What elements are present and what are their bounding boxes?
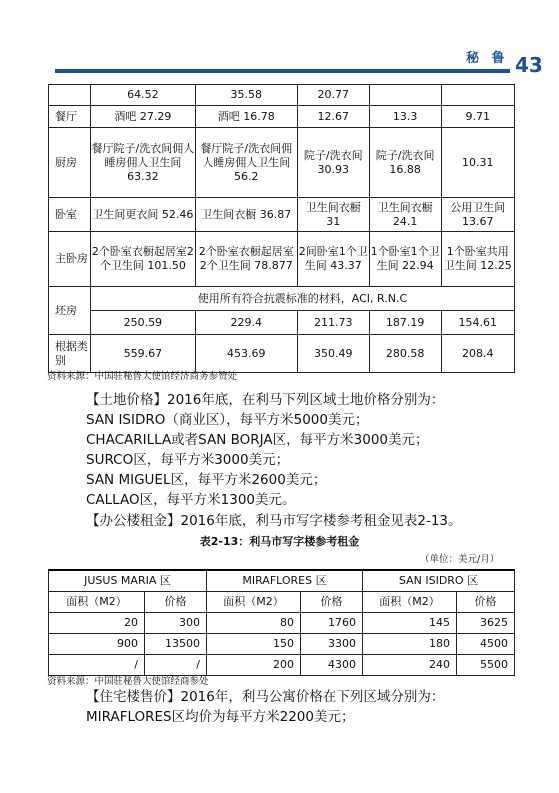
table-row xyxy=(49,592,515,613)
housing-price-table xyxy=(48,84,515,373)
table-cell: 酒吧 27.29 xyxy=(91,106,196,128)
paragraph: MIRAFLORES区均价为每平方米2200美元； xyxy=(86,709,355,725)
table-cell: 187.19 xyxy=(369,311,441,335)
table-cell: 卫生间衣橱 24.1 xyxy=(369,198,441,232)
table-cell: 280.58 xyxy=(369,335,441,373)
source-note: 资料来源：中国驻秘鲁大使馆经济商务参赞处 xyxy=(47,371,238,382)
table-cell: 154.61 xyxy=(441,311,514,335)
row-label: 坯房 xyxy=(49,287,91,335)
table-cell: 12.67 xyxy=(297,106,369,128)
page-number: 43 xyxy=(515,53,543,77)
table-cell: 公用卫生间 13.67 xyxy=(441,198,514,232)
source-note: 资料来源：中国驻秘鲁大使馆经商参处 xyxy=(47,676,209,687)
table-cell: 2间卧室1个卫生间 43.37 xyxy=(297,232,369,287)
paragraph: CALLAO区，每平方米1300美元。 xyxy=(86,492,296,508)
paragraph: SAN ISIDRO（商业区），每平方米5000美元； xyxy=(86,412,369,428)
table-cell: 酒吧 16.78 xyxy=(195,106,297,128)
column-header: 价格 xyxy=(145,592,207,613)
table-cell: 20 xyxy=(49,613,145,634)
table-cell: 211.73 xyxy=(297,311,369,335)
table-cell: 2个卧室衣橱起居室2个卫生间 78.877 xyxy=(195,232,297,287)
table-cell: 229.4 xyxy=(195,311,297,335)
table-row xyxy=(49,335,515,373)
table-cell: 350.49 xyxy=(297,335,369,373)
table-cell: 200 xyxy=(207,655,301,676)
table-cell: 餐厅院子/洗衣间佣人睡房佣人卫生间 56.2 xyxy=(195,128,297,198)
table-row xyxy=(49,634,515,655)
table-cell: 4300 xyxy=(301,655,363,676)
paragraph: SAN MIGUEL区，每平方米2600美元； xyxy=(86,472,327,488)
table-row xyxy=(49,198,515,232)
district-header: MIRAFLORES 区 xyxy=(207,570,363,592)
table-cell xyxy=(369,85,441,106)
table-cell: 院子/洗衣间 30.93 xyxy=(297,128,369,198)
column-header: 价格 xyxy=(301,592,363,613)
table-cell: 250.59 xyxy=(91,311,196,335)
table-cell: 2个卧室衣橱起居室2个卫生间 101.50 xyxy=(91,232,196,287)
table-row xyxy=(49,613,515,634)
paragraph: SURCO区，每平方米3000美元； xyxy=(86,452,290,468)
paragraph: 【土地价格】2016年底，在利马下列区域土地价格分别为： xyxy=(86,392,445,408)
row-label: 主卧房 xyxy=(49,232,91,287)
table-row xyxy=(49,128,515,198)
paragraph: CHACARILLA或者SAN BORJA区，每平方米3000美元； xyxy=(86,432,429,448)
table-cell: 208.4 xyxy=(441,335,514,373)
table-cell: / xyxy=(145,655,207,676)
table-cell: 559.67 xyxy=(91,335,196,373)
column-header: 面积（M2） xyxy=(363,592,457,613)
table-row xyxy=(49,287,515,311)
table-cell: 9.71 xyxy=(441,106,514,128)
table-cell: 900 xyxy=(49,634,145,655)
table-cell: 300 xyxy=(145,613,207,634)
table-cell: / xyxy=(49,655,145,676)
row-label xyxy=(49,85,91,106)
table-cell: 1个卧室共用卫生间 12.25 xyxy=(441,232,514,287)
header-rule xyxy=(55,69,510,73)
table-cell: 1760 xyxy=(301,613,363,634)
table-cell: 5500 xyxy=(457,655,515,676)
table-cell: 35.58 xyxy=(195,85,297,106)
table-row xyxy=(49,232,515,287)
table-cell: 餐厅院子/洗衣间佣人睡房佣人卫生间 63.32 xyxy=(91,128,196,198)
paragraph: 【住宅楼售价】2016年，利马公寓价格在下列区域分别为： xyxy=(86,689,445,705)
table-cell: 180 xyxy=(363,634,457,655)
row-label: 卧室 xyxy=(49,198,91,232)
table-cell: 64.52 xyxy=(91,85,196,106)
table-cell: 13.3 xyxy=(369,106,441,128)
paragraph: 【办公楼租金】2016年底，利马市写字楼参考租金见表2-13。 xyxy=(86,513,462,529)
table-cell: 80 xyxy=(207,613,301,634)
table-cell: 13500 xyxy=(145,634,207,655)
row-label: 厨房 xyxy=(49,128,91,198)
table-cell: 4500 xyxy=(457,634,515,655)
district-header: JUSUS MARIA 区 xyxy=(49,570,207,592)
row-label: 餐厅 xyxy=(49,106,91,128)
table-caption: 表2-13：利马市写字楼参考租金 xyxy=(199,535,360,548)
table-cell: 453.69 xyxy=(195,335,297,373)
rough-note: 使用所有符合抗震标准的材料，ACI, R.N.C xyxy=(91,287,515,311)
table-row xyxy=(49,106,515,128)
table-cell: 145 xyxy=(363,613,457,634)
table-cell: 10.31 xyxy=(441,128,514,198)
table-cell: 3300 xyxy=(301,634,363,655)
row-label: 根据类别 xyxy=(49,335,91,373)
table-unit: （单位：美元/月） xyxy=(420,554,500,565)
column-header: 价格 xyxy=(457,592,515,613)
district-header: SAN ISIDRO 区 xyxy=(363,570,515,592)
table-cell: 卫生间衣橱 36.87 xyxy=(195,198,297,232)
table-row xyxy=(49,570,515,592)
table-row xyxy=(49,311,515,335)
table-row xyxy=(49,85,515,106)
column-header: 面积（M2） xyxy=(49,592,145,613)
table-cell: 卫生间更衣间 52.46 xyxy=(91,198,196,232)
column-header: 面积（M2） xyxy=(207,592,301,613)
table-cell: 240 xyxy=(363,655,457,676)
chapter-title: 秘 鲁 xyxy=(466,51,509,66)
table-cell: 20.77 xyxy=(297,85,369,106)
table-cell: 卫生间衣橱 31 xyxy=(297,198,369,232)
table-cell: 1个卧室1个卫生间 22.94 xyxy=(369,232,441,287)
table-cell: 院子/洗衣间 16.88 xyxy=(369,128,441,198)
table-cell: 3625 xyxy=(457,613,515,634)
table-cell: 150 xyxy=(207,634,301,655)
office-rent-table xyxy=(48,569,515,676)
table-cell xyxy=(441,85,514,106)
